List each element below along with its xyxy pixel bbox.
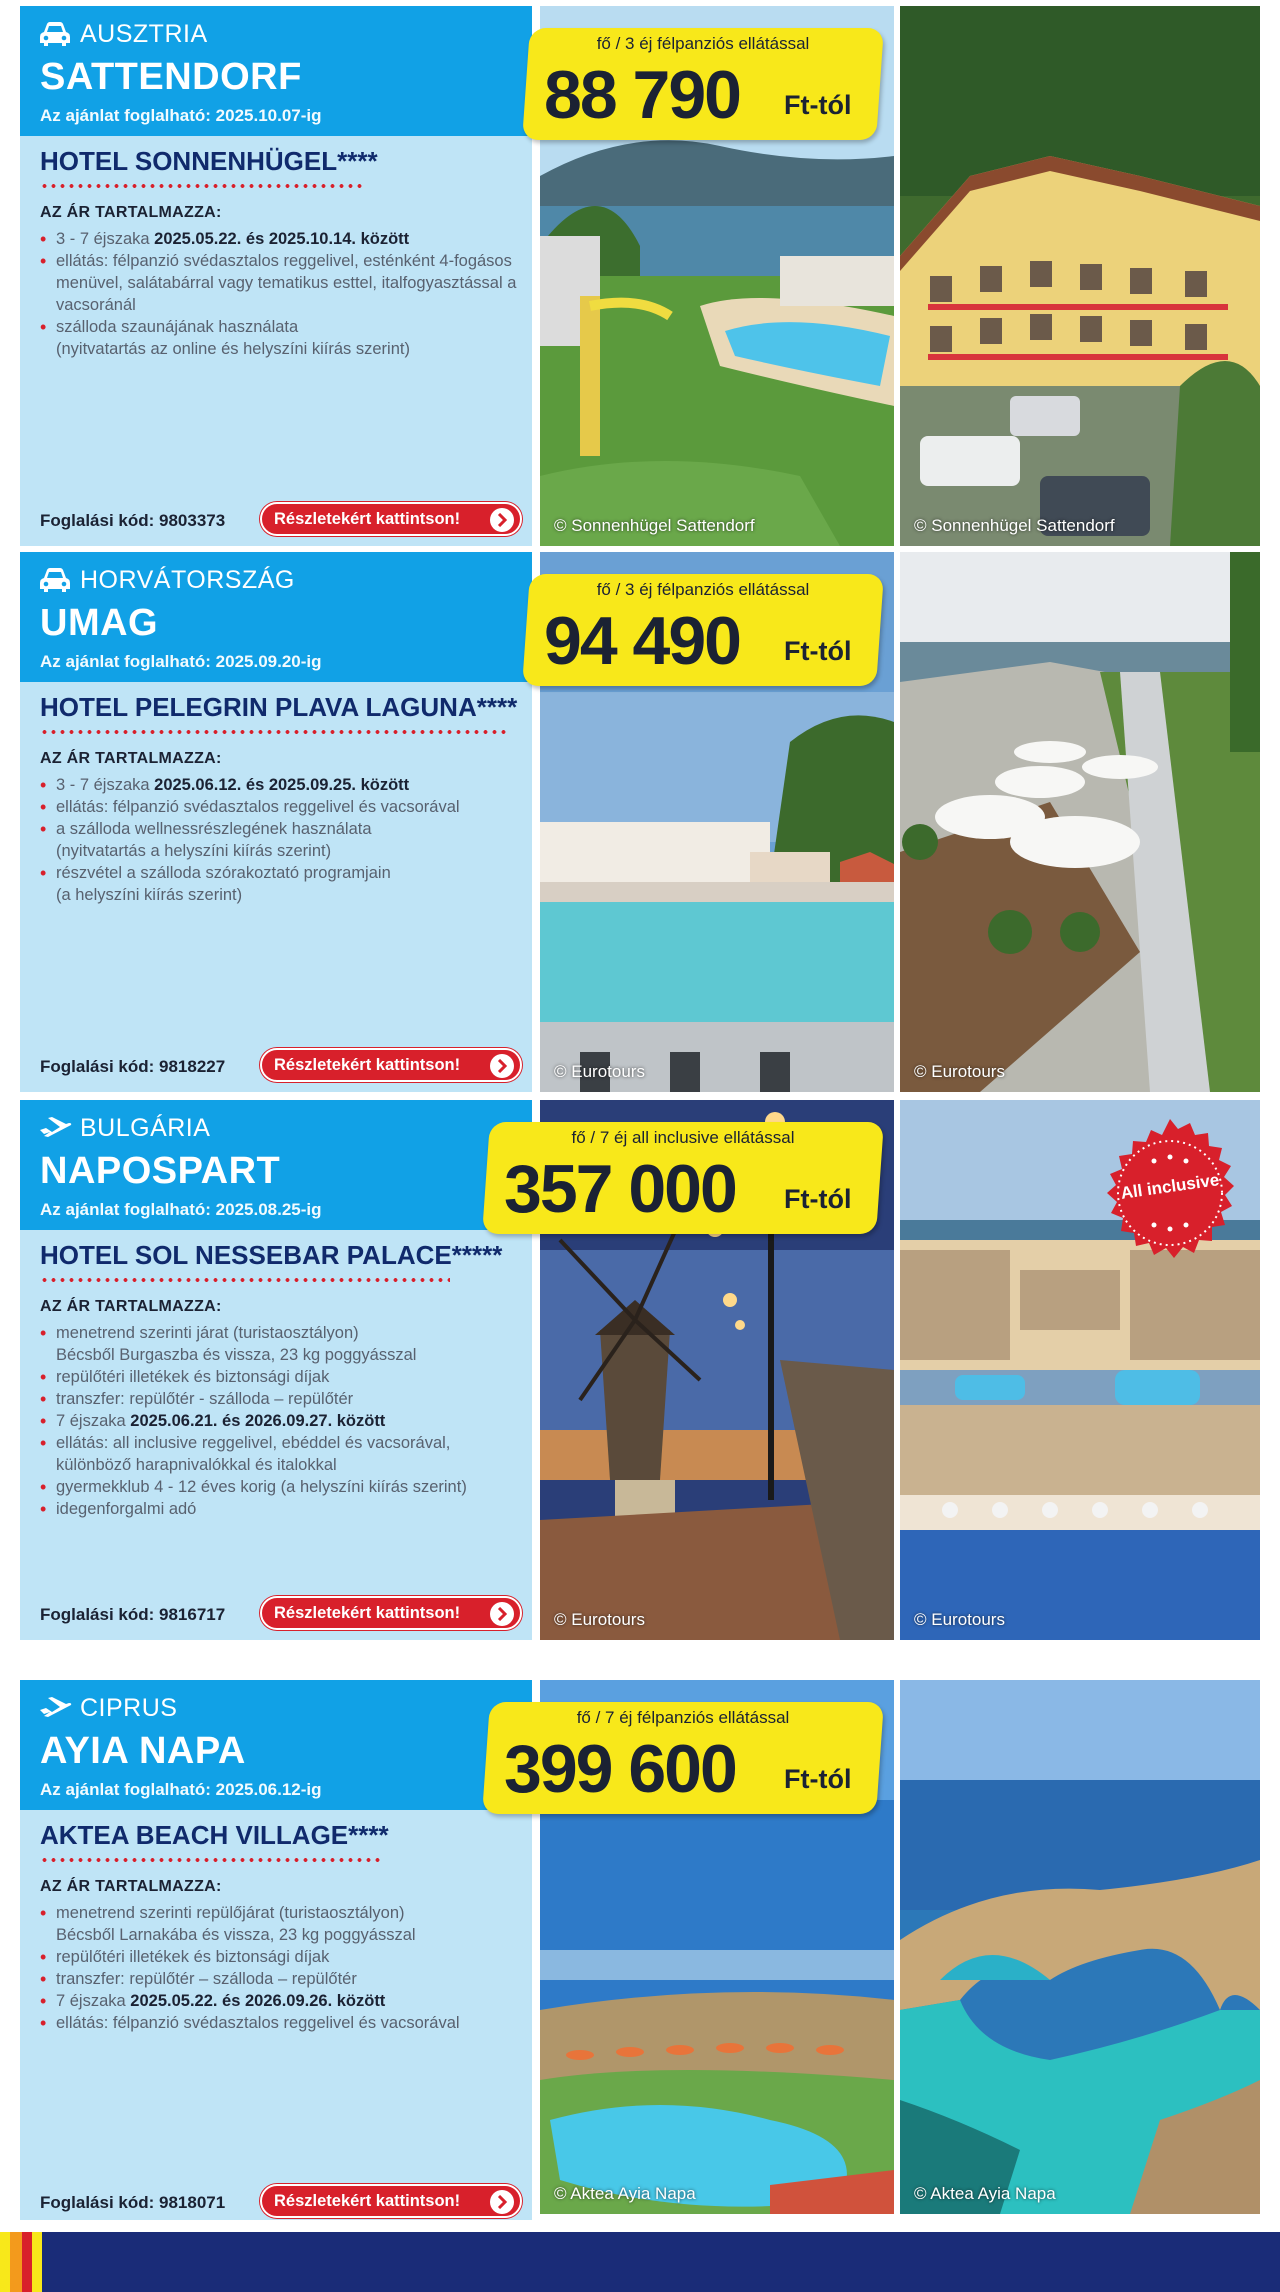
details-button[interactable] [260,502,522,536]
terrace-image [900,552,1260,1092]
hotel-building-image [900,6,1260,546]
included-item [40,1476,520,1498]
booking-code: Foglalási kód: 9818071 [40,2193,226,2212]
included-item-text: ellátás: all inclusive reggelivel, ebéddel és vacsorával, különböző harapnivalókkal és italokkal [56,1434,451,1474]
included-item [40,1410,520,1432]
plane-icon [38,1114,72,1142]
chevron-right-icon [490,1602,514,1626]
offer-info-panel [20,1100,532,1640]
price-suffix: Ft-tól [784,1764,852,1794]
photo-credit: © Eurotours [914,1062,1005,1081]
footer-stripe-yellow-2 [32,2232,42,2292]
included-list [40,228,520,360]
price-basis: fő / 7 éj félpanziós ellátással [576,1708,790,1727]
price-amount: 357 000 [504,1151,736,1227]
details-button-label: Részletekért kattintson! [274,2191,461,2210]
availability-date: Az ajánlat foglalható: 2025.09.20-ig [40,652,322,671]
included-item-text: szálloda szaunájának használata [56,318,299,336]
price-amount: 88 790 [544,57,740,133]
details-button[interactable] [260,2184,522,2218]
offer-card-ayia-napa [0,1680,1280,2220]
details-button-label: Részletekért kattintson! [274,509,461,528]
sea-arch-image [900,1680,1260,2214]
price-tag [522,574,884,686]
footer-bar [0,2232,1280,2292]
photo-credit: © Eurotours [554,1610,645,1629]
included-item-text: ellátás: félpanzió svédasztalos reggelivel és vacsorával [56,2014,460,2032]
price-amount: 399 600 [504,1731,736,1807]
included-list [40,774,520,906]
included-item-text: repülőtéri illetékek és biztonsági díjak [56,1368,330,1386]
photo-credit: © Aktea Ayia Napa [914,2184,1056,2203]
included-item-text: 3 - 7 éjszaka [56,776,155,794]
included-item-text: ellátás: félpanzió svédasztalos reggelivel és vacsorával [56,798,460,816]
footer-stripe-red [22,2232,32,2292]
country-name: HORVÁTORSZÁG [80,565,295,594]
photo-credit: © Sonnenhügel Sattendorf [554,516,755,535]
price-tag [482,1702,884,1814]
offer-header [20,1100,532,1230]
photo-credit: © Eurotours [554,1062,645,1081]
included-item [40,250,520,316]
included-item [40,1388,520,1410]
offer-header [20,1680,532,1810]
price-suffix: Ft-tól [784,636,852,666]
included-item-note: Bécsből Burgaszba és vissza, 23 kg poggyásszal [56,1346,417,1364]
included-item [40,1432,520,1476]
included-item-text: ellátás: félpanzió svédasztalos reggelivel, esténként 4-fogásos menüvel, salátabárral vagy tematikus esttel, italfogyasztással a vacsoránál [56,252,517,314]
photo-credit: © Sonnenhügel Sattendorf [914,516,1115,535]
dotted-divider [40,730,510,734]
country-label [38,1688,177,1728]
included-item [40,796,520,818]
photo-credit: © Aktea Ayia Napa [554,2184,696,2203]
included-item [40,862,520,906]
car-icon [38,20,72,48]
price-suffix: Ft-tól [784,1184,852,1214]
details-button[interactable] [260,1048,522,1082]
included-item-text: gyermekklub 4 - 12 éves korig (a helyszíni kiírás szerint) [56,1478,467,1496]
chevron-right-icon [490,1054,514,1078]
included-title: AZ ÁR TARTALMAZZA: [40,1878,222,1895]
details-button-label: Részletekért kattintson! [274,1055,461,1074]
city-name: SATTENDORF [40,56,302,98]
price-tag [482,1122,884,1234]
included-item-dates: 2025.05.22. és 2025.10.14. között [154,230,410,248]
hotel-name: HOTEL SOL NESSEBAR PALACE***** [40,1240,503,1270]
country-name: AUSZTRIA [80,19,208,48]
price-amount: 94 490 [544,603,740,679]
included-item-note: (nyitvatartás a helyszíni kiírás szerint) [56,842,332,860]
included-item [40,1498,520,1520]
footer-stripe-yellow [0,2232,10,2292]
included-item-dates: 2025.06.21. és 2026.09.27. között [130,1412,386,1430]
included-item [40,1990,520,2012]
included-item [40,1968,520,1990]
included-title: AZ ÁR TARTALMAZZA: [40,204,222,221]
included-item-note: Bécsből Larnakába és vissza, 23 kg poggyásszal [56,1926,416,1944]
offer-info-panel [20,1680,532,2220]
country-name: BULGÁRIA [80,1113,211,1142]
included-item [40,1322,520,1366]
hotel-name: AKTEA BEACH VILLAGE**** [40,1820,389,1850]
chevron-right-icon [490,2190,514,2214]
offer-card-napospart [0,1100,1280,1640]
included-item [40,1366,520,1388]
dotted-divider [40,1858,380,1862]
booking-code: Foglalási kód: 9818227 [40,1057,226,1076]
city-name: NAPOSPART [40,1150,281,1192]
included-item-text: 7 éjszaka [56,1412,131,1430]
badge-label: All inclusive [1119,1170,1221,1203]
chevron-right-icon [490,508,514,532]
details-button-label: Részletekért kattintson! [274,1603,461,1622]
included-item [40,2012,520,2034]
country-name: CIPRUS [80,1693,178,1722]
offer-header [20,6,532,136]
included-item [40,228,520,250]
plane-icon [38,1694,72,1722]
offer-info-panel [20,6,532,546]
all-inclusive-badge [1094,1117,1246,1269]
included-item-text: menetrend szerinti repülőjárat (turistaosztályon) [56,1904,405,1922]
country-label [38,1108,210,1148]
hotel-photo-building [900,6,1260,546]
offer-card-umag [0,552,1280,1092]
car-icon [38,566,72,594]
dotted-divider [40,1278,450,1282]
dotted-divider [40,184,365,188]
price-tag [522,28,884,140]
included-item [40,818,520,862]
availability-date: Az ajánlat foglalható: 2025.08.25-ig [40,1200,322,1219]
included-item-dates: 2025.05.22. és 2026.09.26. között [130,1992,386,2010]
offer-header [20,552,532,682]
offer-info-panel [20,552,532,1092]
city-name: UMAG [40,602,159,644]
offer-card-sattendorf [0,6,1280,546]
included-title: AZ ÁR TARTALMAZZA: [40,750,222,767]
included-item-text: transzfer: repülőtér – szálloda – repülőtér [56,1970,357,1988]
included-item-note: (nyitvatartás az online és helyszíni kiírás szerint) [56,340,410,358]
included-item-text: transzfer: repülőtér - szálloda – repülőtér [56,1390,354,1408]
hotel-name: HOTEL SONNENHÜGEL**** [40,146,378,176]
booking-code: Foglalási kód: 9816717 [40,1605,226,1624]
availability-date: Az ajánlat foglalható: 2025.10.07-ig [40,106,322,125]
included-list [40,1902,520,2034]
included-item-text: repülőtéri illetékek és biztonsági díjak [56,1948,330,1966]
country-label [38,560,295,600]
details-button[interactable] [260,1596,522,1630]
included-item-text: idegenforgalmi adó [56,1500,197,1518]
price-basis: fő / 7 éj all inclusive ellátással [571,1128,795,1147]
included-item-note: (a helyszíni kiírás szerint) [56,886,243,904]
hotel-photo-terrace [900,552,1260,1092]
included-item-text: 3 - 7 éjszaka [56,230,155,248]
included-list [40,1322,520,1520]
country-label [38,14,208,54]
photo-credit: © Eurotours [914,1610,1005,1629]
price-suffix: Ft-tól [784,90,852,120]
included-title: AZ ÁR TARTALMAZZA: [40,1298,222,1315]
included-item [40,1902,520,1946]
booking-code: Foglalási kód: 9803373 [40,511,226,530]
included-item-text: 7 éjszaka [56,1992,131,2010]
footer-stripe-orange [10,2232,22,2292]
price-basis: fő / 3 éj félpanziós ellátással [596,580,810,599]
availability-date: Az ajánlat foglalható: 2025.06.12-ig [40,1780,322,1799]
city-name: AYIA NAPA [40,1730,246,1772]
included-item [40,1946,520,1968]
included-item [40,316,520,360]
price-basis: fő / 3 éj félpanziós ellátással [596,34,810,53]
included-item-text: részvétel a szálloda szórakoztató programjain [56,864,391,882]
included-item [40,774,520,796]
sea-arch-photo [900,1680,1260,2214]
included-item-text: menetrend szerinti járat (turistaosztályon) [56,1324,359,1342]
included-item-text: a szálloda wellnessrészlegének használata [56,820,372,838]
included-item-dates: 2025.06.12. és 2025.09.25. között [154,776,410,794]
hotel-name: HOTEL PELEGRIN PLAVA LAGUNA**** [40,692,518,722]
